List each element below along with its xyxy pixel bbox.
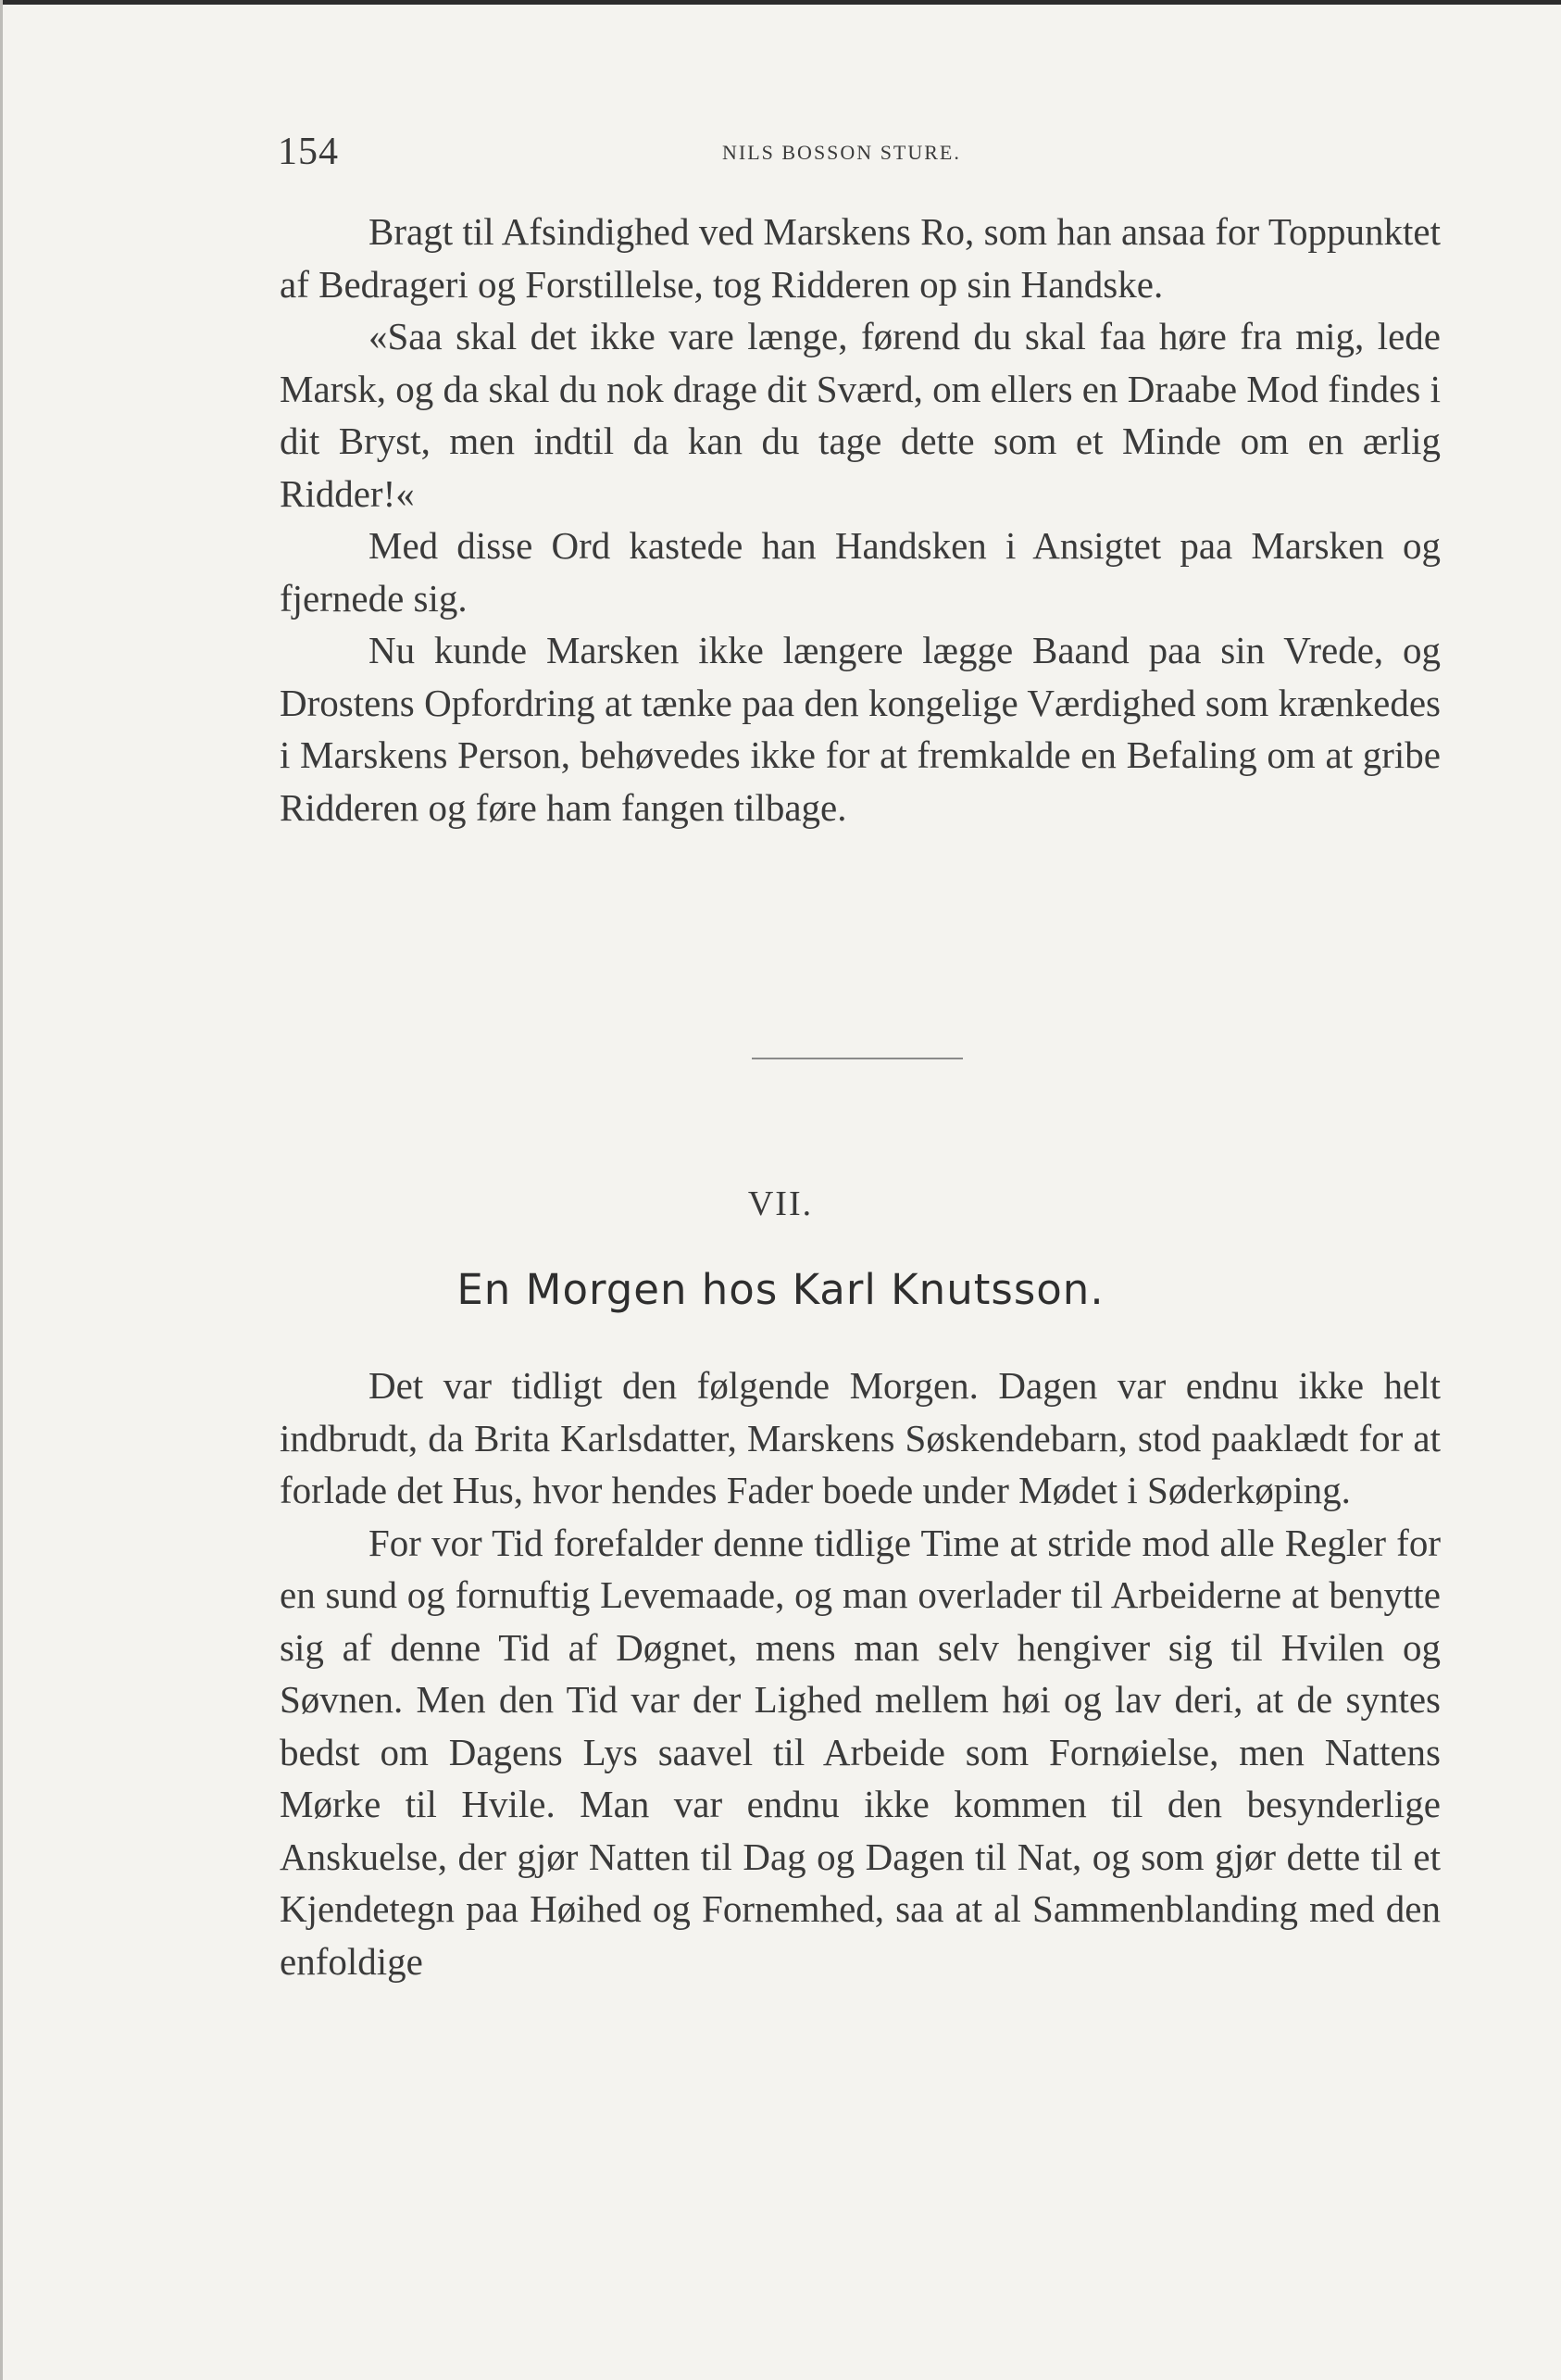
page-number: 154 — [278, 131, 339, 173]
chapter-text — [280, 1359, 1441, 1987]
chapter-number: VII. — [747, 1184, 814, 1223]
scan-edge-top — [0, 0, 1561, 5]
chapter-title: En Morgen hos Karl Knutsson. — [456, 1265, 1105, 1314]
running-head — [278, 130, 1444, 185]
section-divider — [752, 1058, 963, 1059]
text-before-chapter — [280, 206, 1441, 833]
paragraph: Det var tidligt den følgende Morgen. Dagen var endnu ikke helt indbrudt, da Brita Karlsdatter, Marskens Søskendebarn, stod paaklædt for at forlade det Hus, hvor hendes Fader boede under Mødet i Søderkøping. — [280, 1364, 1441, 1511]
paragraph: «Saa skal det ikke vare længe, førend du skal faa høre fra mig, lede Marsk, og da skal du nok drage dit Sværd, om ellers en Draabe Mod findes i dit Bryst, men indtil da kan du tage dette som et Minde om en ærlig Ridder!« — [280, 315, 1441, 515]
paragraph: For vor Tid forefalder denne tidlige Time at stride mod alle Regler for en sund og fornuftig Levemaade, og man overlader til Arbeiderne at benytte sig af denne Tid af Døgnet, mens man selv hengiver sig til Hvilen og Søvnen. Men den Tid var der Lighed mellem høi og lav deri, at de syntes bedst om Dagens Lys saavel til Arbeide som Fornøielse, men Nattens Mørke til Hvile. Man var endnu ikke kommen til den besynderlige Anskuelse, der gjør Natten til Dag og Dagen til Nat, og som gjør dette til et Kjendetegn paa Høihed og Fornemhed, saa at al Sammenblanding med den enfoldige — [280, 1521, 1441, 1983]
running-title: NILS BOSSON STURE. — [722, 141, 961, 164]
paragraph: Bragt til Afsindighed ved Marskens Ro, som han ansaa for Toppunktet af Bedrageri og Forstillelse, tog Ridderen op sin Handske. — [280, 210, 1441, 306]
paragraph: Med disse Ord kastede han Handsken i Ansigtet paa Marsken og fjernede sig. — [280, 524, 1441, 620]
paragraph: Nu kunde Marsken ikke længere lægge Baand paa sin Vrede, og Drostens Opfordring at tænke paa den kongelige Værdighed som krænkedes i Marskens Person, behøvedes ikke for at fremkalde en Befaling om at gribe Ridderen og føre ham fangen tilbage. — [280, 629, 1441, 829]
